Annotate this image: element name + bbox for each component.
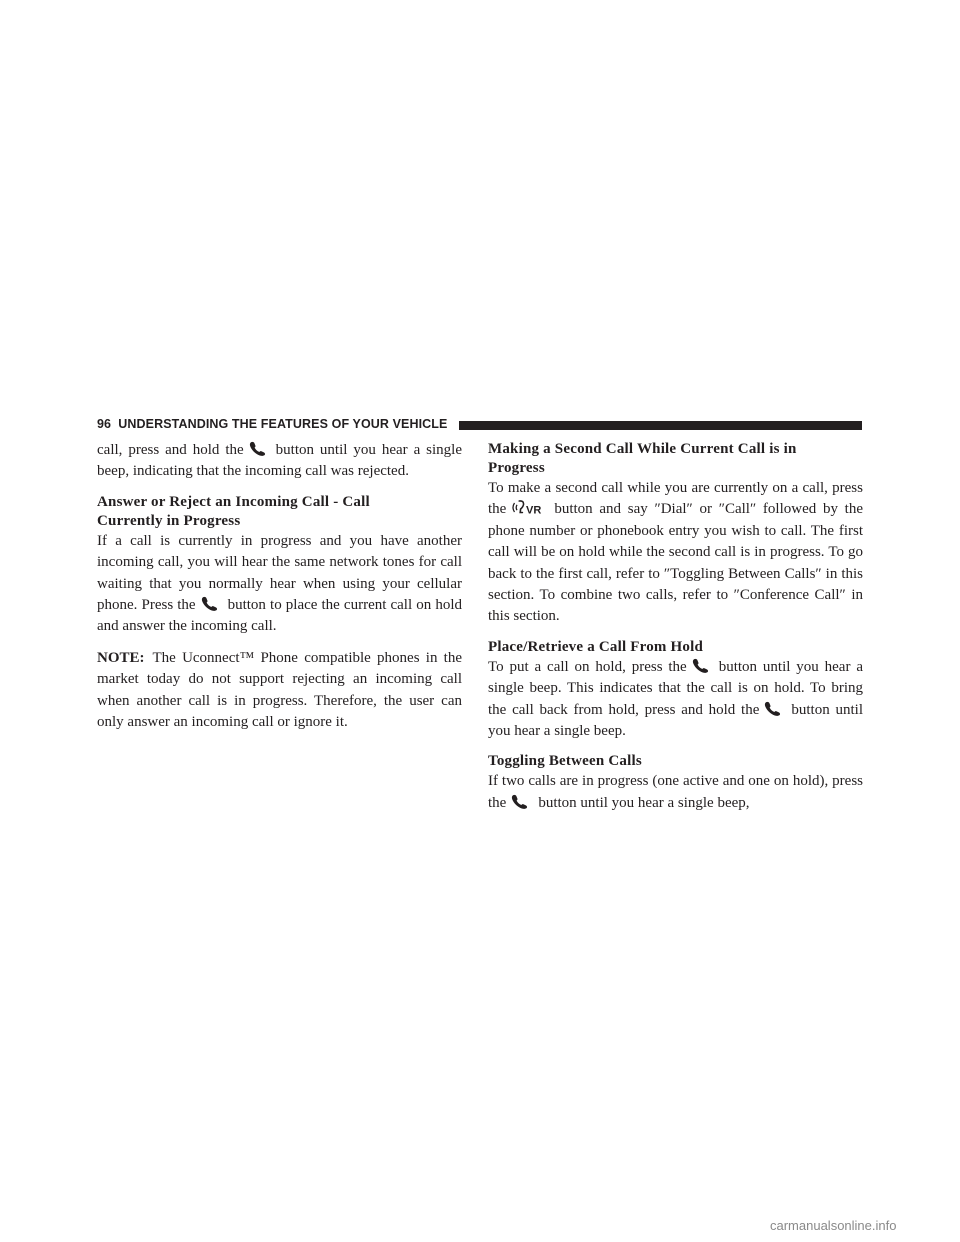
paragraph-text: button until you hear a single beep, indicating that the incoming call was rejected.: [97, 442, 462, 480]
page-number: 96: [97, 417, 112, 431]
phone-icon: [510, 794, 532, 809]
note-label: NOTE:: [97, 649, 145, 666]
heading-second-call: [488, 440, 863, 478]
section-title: UNDERSTANDING THE FEATURES OF YOUR VEHICLE: [118, 417, 448, 431]
right-column: [488, 440, 863, 814]
note-text: The Uconnect™ Phone compatible phones in the market today do not support rejecting an incoming call when another call is in progress. Therefore, the user can only answer an incoming call or ignore it.: [97, 649, 462, 731]
heading-toggling: Toggling Between Calls: [488, 753, 642, 770]
voice-recognition-icon: [510, 500, 548, 515]
paragraph-text: button until you hear a single beep.: [488, 701, 863, 740]
phone-icon: [200, 596, 222, 611]
paragraph-text: button until you hear a single beep,: [538, 794, 750, 811]
paragraph-text: To make a second call while you are currently on a call, press the: [488, 480, 863, 518]
note-paragraph: [97, 648, 462, 734]
paragraph-text: If two calls are in progress (one active and one on hold), press the: [488, 773, 863, 811]
heading-hold: Place/Retrieve a Call From Hold: [488, 638, 704, 655]
paragraph-reject-call: [97, 440, 462, 483]
heading-text: Currently in Progress: [97, 512, 241, 529]
paragraph-text: call, press and hold the: [97, 442, 244, 458]
heading-text: Answer or Reject an Incoming Call - Call: [97, 493, 370, 510]
phone-icon: [691, 658, 713, 673]
paragraph-toggling: [488, 771, 863, 814]
paragraph-text: button until you hear a single beep. This indicates that the call is on hold. To bring the call back from hold, press and hold the: [488, 658, 863, 718]
paragraph-text: If a call is currently in progress and you have another incoming call, you will hear the same network tones for call waiting that you normally hear when using your cellular phone. Press the: [97, 532, 462, 614]
left-column: [97, 440, 462, 733]
phone-icon: [763, 701, 785, 716]
heading-text: Progress: [488, 460, 545, 476]
page-header-label: [97, 417, 447, 432]
phone-icon: [248, 441, 270, 456]
paragraph-text: button and say ″Dial″ or ″Call″ followed by the phone number or phonebook entry you wish to call. The first call will be on hold while the second call is in progress. To go back to the first call, refer to ″Toggling Between Calls″ in this section. To combine two calls, refer to ″Conference Call″ in this section.: [488, 501, 863, 625]
heading-answer-reject: [97, 493, 462, 531]
paragraph-text: To put a call on hold, press the: [488, 658, 687, 675]
paragraph-text: button to place the current call on hold and answer the incoming call.: [97, 597, 462, 635]
svg-text:VR: VR: [526, 504, 542, 516]
heading-text: Making a Second Call While Current Call is in: [488, 441, 797, 457]
watermark-footer: carmanualsonline.info: [770, 1218, 897, 1233]
header-rule: [459, 421, 862, 430]
paragraph-hold: [488, 657, 863, 743]
page-header: [97, 417, 862, 432]
paragraph-second-call: [488, 478, 863, 628]
paragraph-call-waiting: [97, 531, 462, 638]
